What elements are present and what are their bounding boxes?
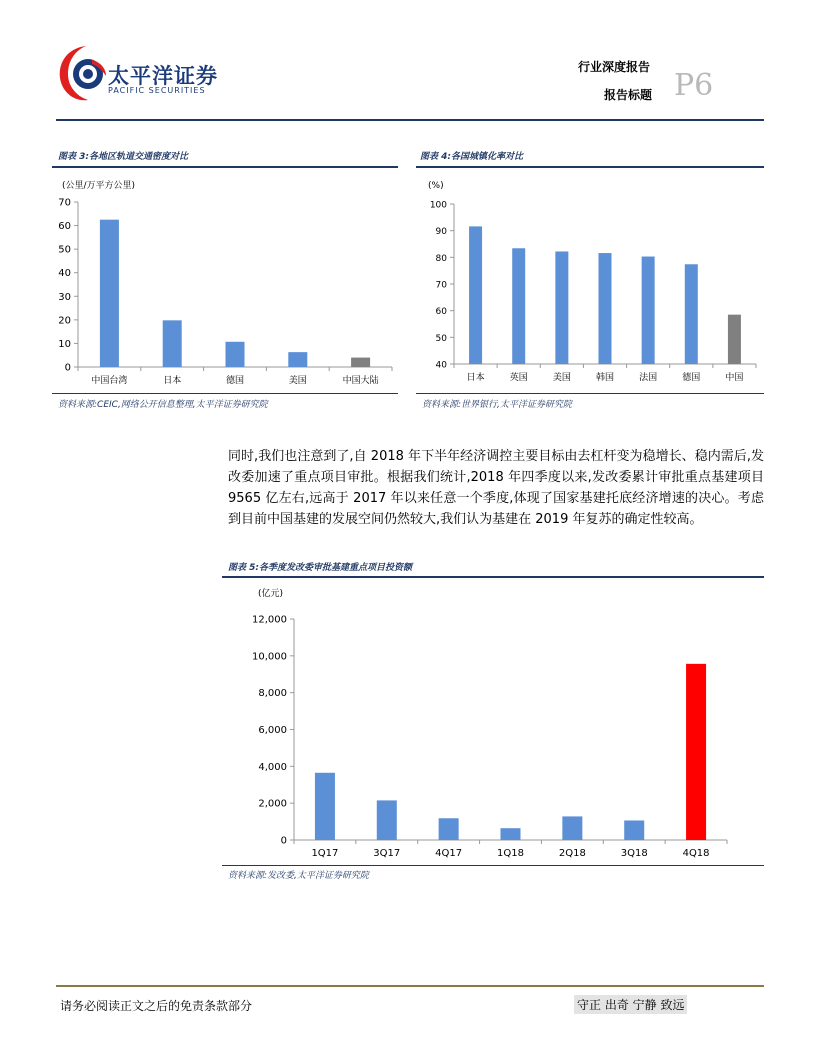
fig4-bar bbox=[642, 257, 655, 364]
fig5-y-tick-label: 4,000 bbox=[258, 761, 287, 773]
fig4-x-label: 英国 bbox=[509, 373, 528, 383]
fig3-y-tick-label: 60 bbox=[58, 221, 71, 233]
fig5-source: 资料来源:发改委,太平洋证券研究院 bbox=[228, 871, 369, 881]
fig3-bar bbox=[288, 352, 307, 367]
fig5-chart bbox=[222, 580, 764, 864]
fig3-y-tick-label: 50 bbox=[58, 244, 71, 256]
fig5-bar bbox=[686, 664, 706, 840]
fig4-y-tick-label: 90 bbox=[435, 227, 447, 238]
fig4-source-rule bbox=[416, 393, 764, 394]
fig5-y-tick-label: 2,000 bbox=[258, 798, 287, 810]
fig3-bar bbox=[351, 358, 370, 367]
fig5-y-tick-label: 8,000 bbox=[258, 688, 287, 700]
page-number: P6 bbox=[674, 68, 714, 103]
footer-disclaimer: 请务必阅读正文之后的免责条款部分 bbox=[60, 999, 253, 1013]
fig5-bar bbox=[624, 820, 644, 840]
fig5-x-label: 3Q17 bbox=[373, 848, 401, 859]
fig4-title-rule bbox=[416, 166, 764, 168]
fig3-y-tick-label: 10 bbox=[58, 338, 71, 350]
fig3-y-tick-label: 30 bbox=[58, 291, 71, 303]
fig4-y-tick-label: 70 bbox=[435, 280, 447, 291]
fig4-chart bbox=[416, 170, 766, 392]
fig4-x-label: 法国 bbox=[639, 373, 658, 383]
fig3-y-tick-label: 40 bbox=[58, 268, 71, 280]
fig5-bar bbox=[562, 816, 582, 840]
fig4-bar bbox=[685, 264, 698, 364]
fig4-x-label: 日本 bbox=[466, 373, 485, 383]
fig4-bar bbox=[512, 248, 525, 364]
fig3-x-label: 中国台湾 bbox=[91, 376, 128, 386]
fig4-bar bbox=[728, 315, 741, 364]
fig3-chart bbox=[52, 170, 402, 392]
fig4-y-tick-label: 60 bbox=[435, 307, 447, 318]
fig5-y-tick-label: 6,000 bbox=[258, 725, 287, 736]
fig4-bar bbox=[469, 226, 482, 364]
fig3-x-label: 美国 bbox=[288, 376, 307, 386]
logo-mark-icon bbox=[56, 42, 114, 104]
fig4-y-tick-label: 40 bbox=[435, 360, 447, 371]
fig5-y-tick-label: 0 bbox=[280, 835, 287, 847]
fig3-y-tick-label: 0 bbox=[64, 362, 71, 374]
fig4-bar bbox=[555, 251, 568, 364]
fig5-bar bbox=[501, 828, 521, 840]
fig4-x-label: 德国 bbox=[682, 373, 701, 383]
fig3-x-label: 中国大陆 bbox=[342, 376, 379, 386]
header-divider bbox=[56, 119, 764, 121]
fig3-y-tick-label: 20 bbox=[58, 315, 71, 327]
fig4-title: 图表 4:各国城镇化率对比 bbox=[420, 152, 523, 162]
fig5-x-label: 1Q18 bbox=[497, 848, 524, 859]
fig3-source-rule bbox=[52, 393, 398, 394]
fig5-unit-label: (亿元) bbox=[258, 589, 284, 599]
fig4-x-label: 中国 bbox=[725, 373, 744, 383]
fig3-unit-label: (公里/万平方公里) bbox=[62, 181, 136, 191]
fig5-x-label: 4Q18 bbox=[682, 848, 710, 859]
fig4-x-label: 韩国 bbox=[595, 373, 615, 383]
fig5-y-tick-label: 12,000 bbox=[252, 614, 287, 626]
fig5-bar bbox=[439, 818, 459, 840]
fig5-x-label: 1Q17 bbox=[311, 848, 339, 859]
fig5-x-label: 2Q18 bbox=[558, 848, 586, 859]
fig5-source-rule bbox=[222, 865, 764, 866]
fig4-y-tick-label: 80 bbox=[435, 253, 447, 264]
fig5-title-rule bbox=[222, 576, 764, 578]
fig3-title: 图表 3:各地区轨道交通密度对比 bbox=[58, 152, 188, 162]
body-paragraph: 同时,我们也注意到了,自 2018 年下半年经济调控主要目标由去杠杆变为稳增长、稳内需后,发改委加速了重点项目审批。根据我们统计,2018 年四季度以来,发改委累计审批重点基建项目 9565 亿左右,远高于 2017 年以来任意一个季度,体现了国家基建托底经济增速的决心。考虑到目前中国基建的发展空间仍然较大,我们认为基建在 2019 年复苏的确定性较高。 bbox=[228, 449, 764, 527]
fig5-bar bbox=[377, 800, 397, 840]
fig4-y-tick-label: 50 bbox=[435, 333, 447, 344]
fig5-bar bbox=[315, 773, 335, 840]
fig4-source: 资料来源:世界银行,太平洋证券研究院 bbox=[422, 400, 572, 410]
fig4-unit-label: (%) bbox=[428, 181, 444, 191]
fig3-bar bbox=[163, 320, 182, 367]
report-title: 报告标题 bbox=[604, 88, 653, 102]
fig5-x-label: 3Q18 bbox=[620, 848, 648, 859]
fig5-y-tick-label: 10,000 bbox=[252, 651, 287, 663]
fig3-title-rule bbox=[52, 166, 398, 168]
logo-english-name: PACIFIC SECURITIES bbox=[108, 86, 206, 95]
fig5-title: 图表 5:各季度发改委审批基建重点项目投资额 bbox=[228, 563, 412, 573]
fig3-x-label: 德国 bbox=[225, 376, 245, 386]
fig3-bar bbox=[226, 342, 245, 367]
fig4-y-tick-label: 100 bbox=[429, 200, 447, 211]
footer-divider bbox=[56, 985, 764, 987]
fig4-x-label: 美国 bbox=[552, 373, 571, 383]
report-type: 行业深度报告 bbox=[578, 60, 651, 74]
fig3-source: 资料来源:CEIC,网络公开信息整理,太平洋证券研究院 bbox=[58, 400, 268, 410]
fig3-bar bbox=[100, 220, 119, 367]
logo bbox=[56, 42, 226, 104]
footer-motto: 守正 出奇 宁静 致远 bbox=[574, 995, 687, 1014]
fig3-x-label: 日本 bbox=[163, 376, 182, 386]
logo-chinese-name: 太平洋证券 bbox=[108, 64, 218, 88]
fig5-x-label: 4Q17 bbox=[435, 848, 463, 859]
fig4-bar bbox=[599, 253, 612, 364]
fig3-y-tick-label: 70 bbox=[58, 197, 71, 209]
